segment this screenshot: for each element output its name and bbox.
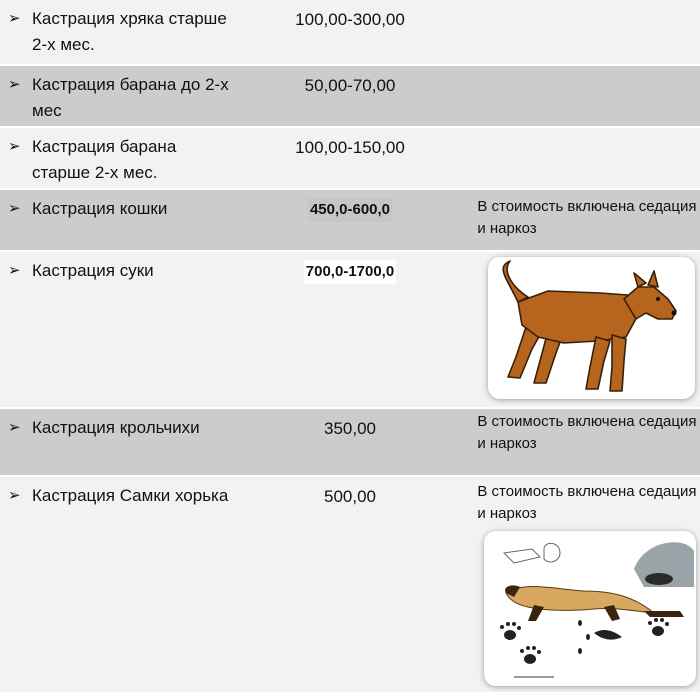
table-row bbox=[0, 66, 700, 126]
table-row bbox=[0, 128, 700, 188]
ferret-icon bbox=[484, 531, 696, 686]
dog-icon bbox=[488, 257, 695, 399]
service-name: Кастрация суки bbox=[32, 261, 154, 280]
dog-illustration bbox=[488, 257, 695, 399]
service-note: В стоимость включена седация и наркоз bbox=[477, 483, 697, 522]
service-note: В стоимость включена седация и наркоз bbox=[477, 413, 697, 452]
bullet-arrow-icon: ➢ bbox=[8, 200, 21, 217]
service-price: 700,0-1700,0 bbox=[304, 260, 396, 284]
service-name: Кастрация хряка старше 2-х мес. bbox=[32, 9, 227, 54]
service-price: 50,00-70,00 bbox=[304, 76, 396, 95]
service-name: Кастрация барана до 2-х мес bbox=[32, 75, 229, 120]
service-price: 100,00-300,00 bbox=[295, 10, 405, 29]
bullet-arrow-icon: ➢ bbox=[8, 262, 21, 279]
bullet-arrow-icon: ➢ bbox=[8, 76, 21, 93]
bullet-arrow-icon: ➢ bbox=[8, 138, 21, 155]
ferret-illustration bbox=[484, 531, 696, 686]
service-note: В стоимость включена седация и наркоз bbox=[477, 198, 697, 237]
service-name: Кастрация барана старше 2-х мес. bbox=[32, 137, 177, 182]
service-name: Кастрация крольчихи bbox=[32, 418, 200, 437]
bullet-arrow-icon: ➢ bbox=[8, 419, 21, 436]
service-price: 500,00 bbox=[324, 487, 376, 506]
service-name: Кастрация кошки bbox=[32, 199, 168, 218]
service-price: 100,00-150,00 bbox=[295, 138, 405, 157]
table-row bbox=[0, 190, 700, 250]
bullet-arrow-icon: ➢ bbox=[8, 10, 21, 27]
table-row bbox=[0, 409, 700, 475]
table-row bbox=[0, 0, 700, 64]
service-price: 350,00 bbox=[324, 419, 376, 438]
service-price: 450,0-600,0 bbox=[308, 198, 392, 222]
bullet-arrow-icon: ➢ bbox=[8, 487, 21, 504]
service-name: Кастрация Самки хорька bbox=[32, 486, 229, 505]
